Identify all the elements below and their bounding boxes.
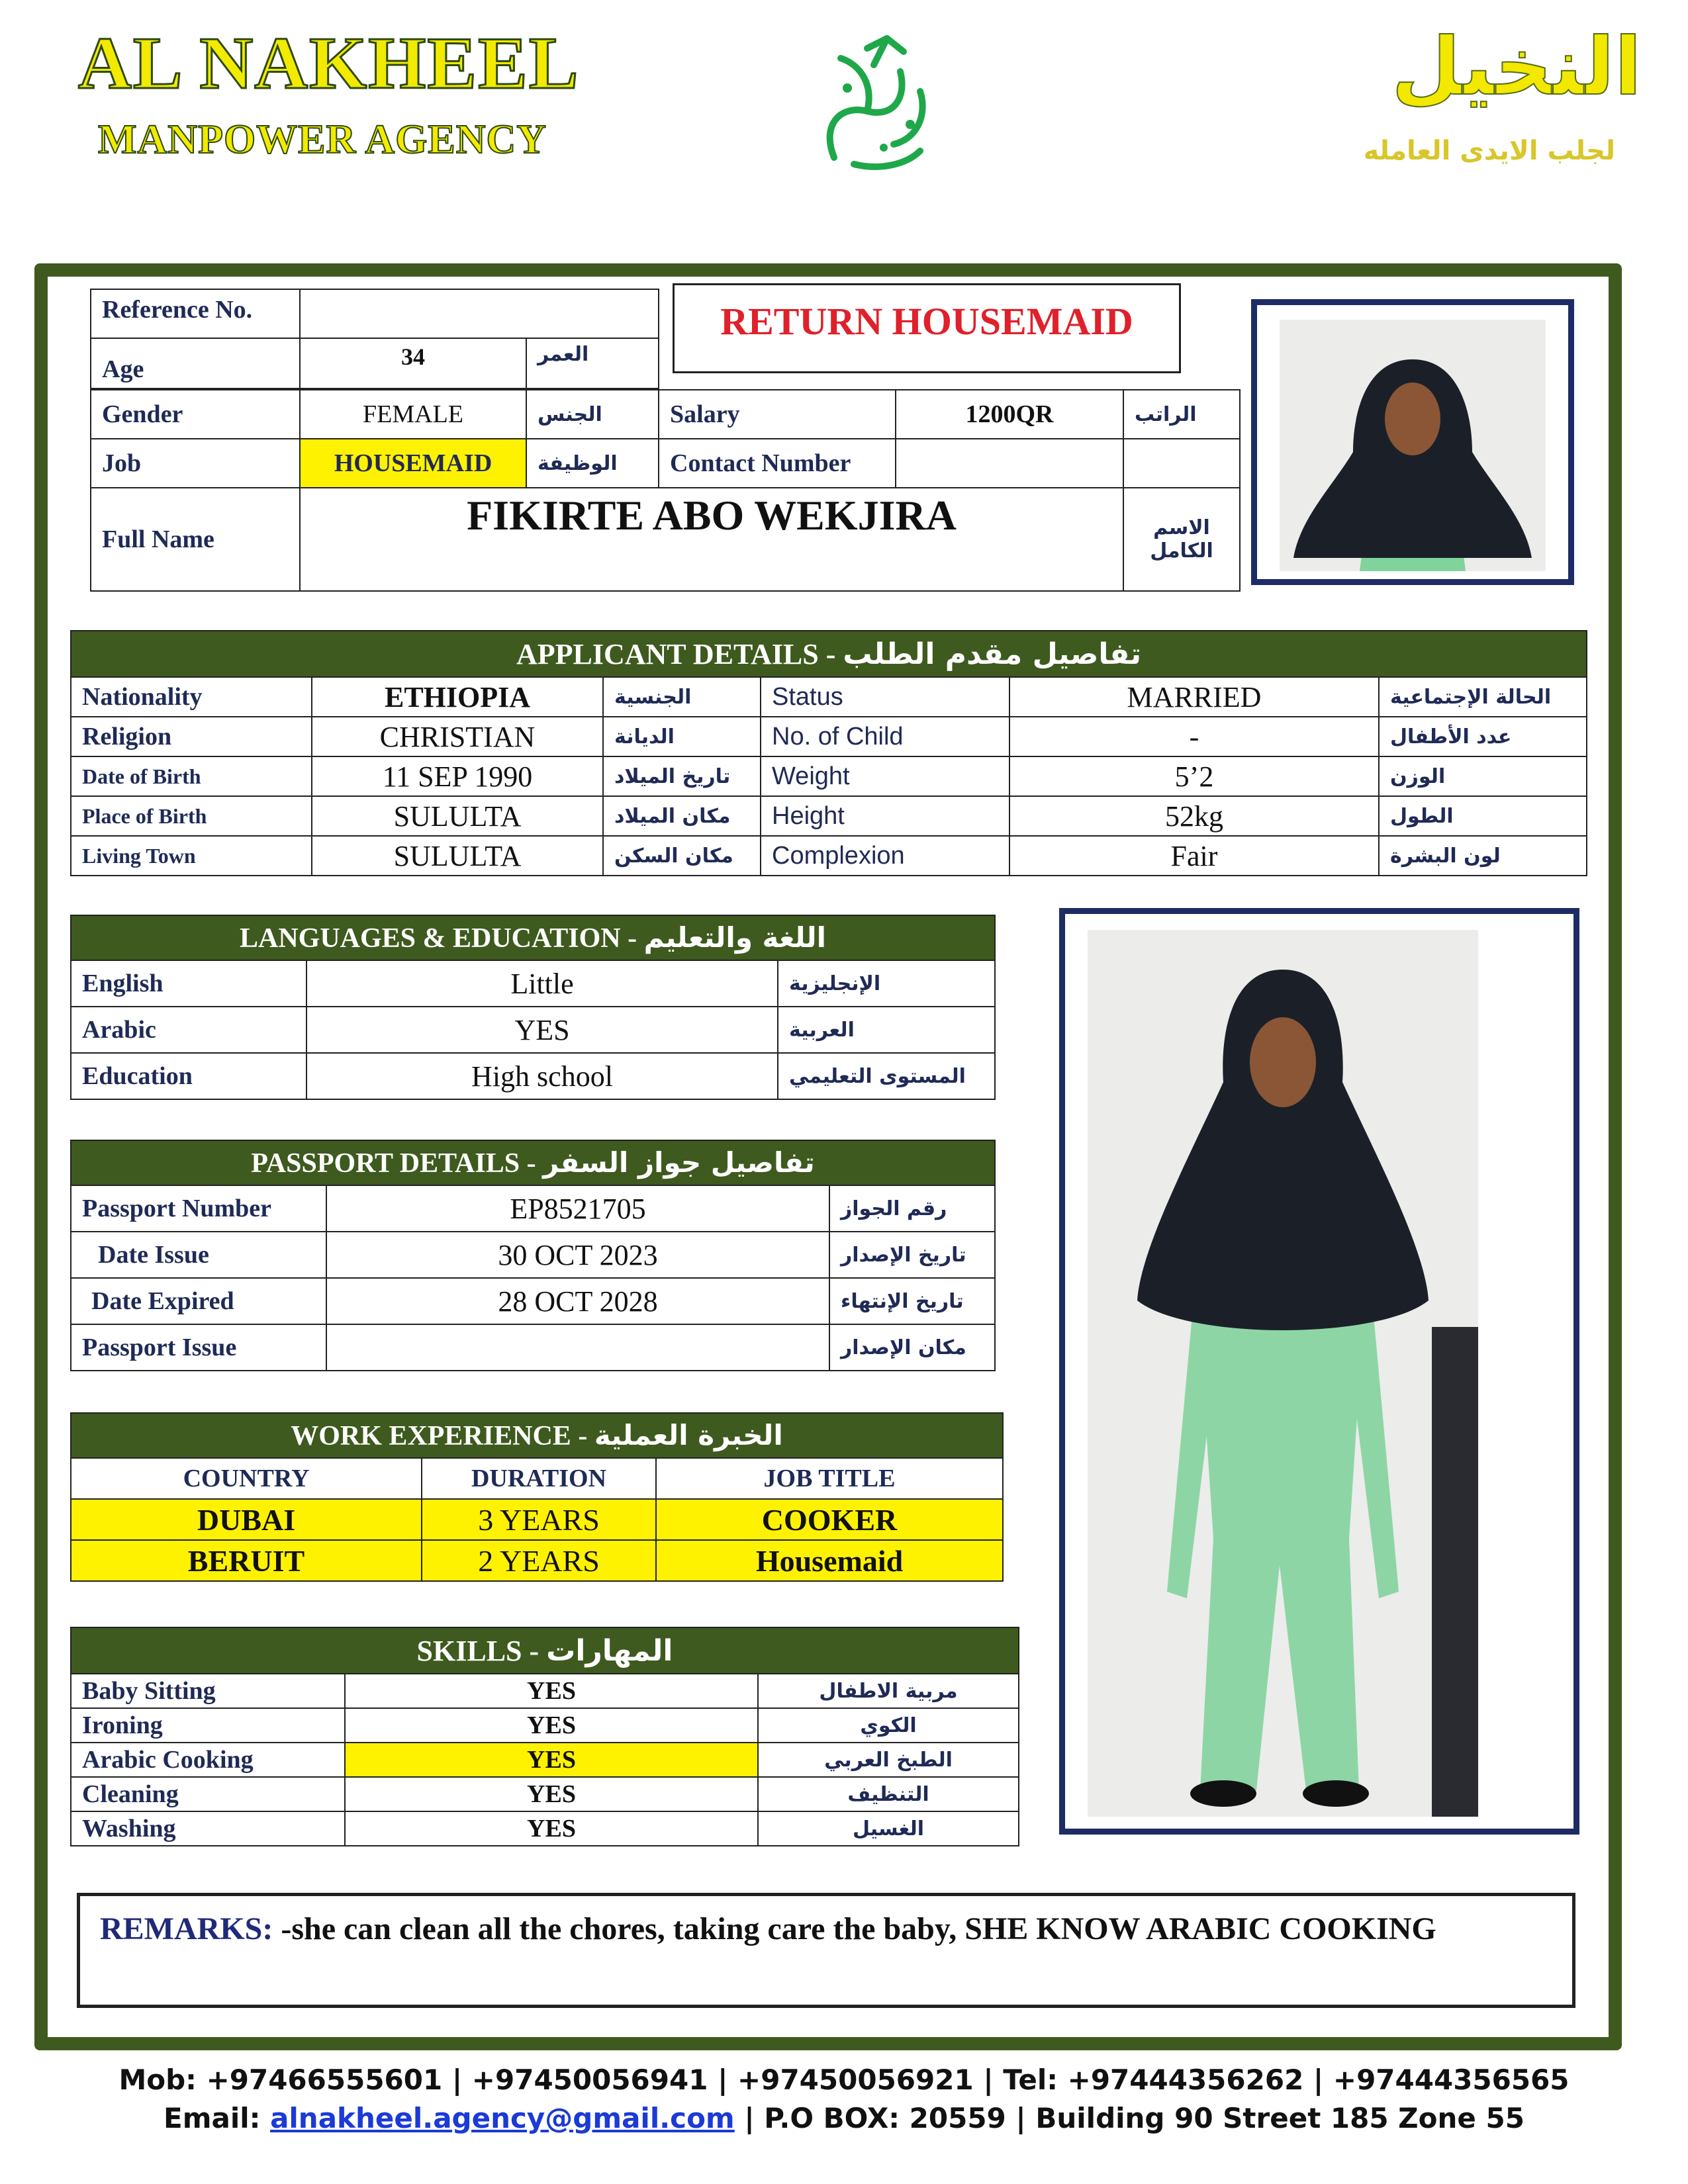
weight-label: Weight — [761, 756, 1009, 796]
arabic-label: Arabic — [71, 1007, 306, 1053]
nationality-label: Nationality — [71, 677, 312, 717]
age-arabic: العمر — [526, 338, 659, 388]
complexion-arabic: لون البشرة — [1379, 836, 1587, 876]
brand-arabic-tagline: لجلب الايدى العامله — [1363, 136, 1615, 166]
contact-value — [896, 439, 1123, 488]
footer-email-label: Email: — [164, 2102, 271, 2134]
top-info-table — [90, 289, 659, 389]
passport-title-arabic: تفاصيل جواز السفر — [543, 1146, 815, 1179]
education-label: Education — [71, 1053, 306, 1099]
date-issue-arabic: تاريخ الإصدار — [829, 1232, 995, 1278]
skill-value: YES — [345, 1743, 758, 1777]
skills-title: SKILLS - — [416, 1634, 547, 1667]
work-experience-table — [70, 1412, 1004, 1582]
footer-contacts: Mob: +97466555601 | +97450056941 | +97450056921 | Tel: +97444356262 | +97444356565 — [118, 2064, 1570, 2096]
dob-label: Date of Birth — [71, 756, 312, 796]
applicant-details-table — [70, 630, 1587, 876]
children-value: - — [1009, 717, 1379, 756]
gender-arabic: الجنس — [526, 390, 659, 439]
skill-arabic: الطبخ العربي — [758, 1743, 1019, 1777]
living-town-value: SULULTA — [312, 836, 603, 876]
remarks-box — [77, 1893, 1575, 2008]
salary-label: Salary — [659, 390, 896, 439]
job-label: Job — [91, 439, 300, 488]
passport-issue-label: Passport Issue — [71, 1324, 326, 1371]
arabic-arabic: العربية — [778, 1007, 995, 1053]
skill-label: Baby Sitting — [71, 1674, 345, 1708]
passport-issue-arabic: مكان الإصدار — [829, 1324, 995, 1371]
passport-number-arabic: رقم الجواز — [829, 1185, 995, 1232]
nationality-arabic: الجنسية — [603, 677, 761, 717]
skill-value: YES — [345, 1811, 758, 1846]
complexion-value: Fair — [1009, 836, 1379, 876]
work-experience-header — [71, 1413, 1003, 1458]
languages-header — [71, 915, 995, 960]
birthplace-label: Place of Birth — [71, 796, 312, 836]
status-label: Status — [761, 677, 1009, 717]
remarks-text: -she can clean all the chores, taking care the baby, SHE KNOW ARABIC COOKING — [273, 1911, 1436, 1946]
living-town-arabic: مكان السكن — [603, 836, 761, 876]
work-col-job-title: JOB TITLE — [656, 1458, 1003, 1499]
footer-email-link[interactable]: alnakheel.agency@gmail.com — [270, 2102, 735, 2134]
passport-table — [70, 1140, 996, 1371]
skill-value: YES — [345, 1708, 758, 1743]
religion-label: Religion — [71, 717, 312, 756]
skills-table — [70, 1627, 1019, 1846]
children-label: No. of Child — [761, 717, 1009, 756]
gender-salary-table — [90, 389, 1241, 592]
weight-value: 5’2 — [1009, 756, 1379, 796]
passport-issue-value — [326, 1324, 829, 1371]
status-value: MARRIED — [1009, 677, 1379, 717]
children-arabic: عدد الأطفال — [1379, 717, 1587, 756]
work-experience-title-arabic: الخبرة العملية — [594, 1419, 783, 1451]
work-col-country: COUNTRY — [71, 1458, 422, 1499]
brand-name-line2: MANPOWER AGENCY — [98, 117, 547, 162]
skill-value: YES — [345, 1777, 758, 1811]
languages-title-arabic: اللغة والتعليم — [643, 921, 827, 954]
weight-arabic: الوزن — [1379, 756, 1587, 796]
height-label: Height — [761, 796, 1009, 836]
full-name-value: FIKIRTE ABO WEKJIRA — [300, 488, 1123, 591]
portrait-photo — [1280, 320, 1546, 571]
job-arabic: الوظيفة — [526, 439, 659, 488]
reference-label: Reference No. — [91, 289, 300, 338]
english-label: English — [71, 960, 306, 1007]
age-value: 34 — [300, 338, 526, 388]
passport-header — [71, 1140, 995, 1185]
full-name-arabic-line2: الكامل — [1150, 539, 1213, 563]
brand-name-line1: AL NAKHEEL — [78, 23, 580, 105]
arabic-value: YES — [306, 1007, 778, 1053]
full-name-arabic — [1123, 488, 1240, 591]
reference-value — [300, 289, 659, 338]
living-town-label: Living Town — [71, 836, 312, 876]
full-name-label: Full Name — [91, 488, 300, 591]
education-value: High school — [306, 1053, 778, 1099]
contact-label: Contact Number — [659, 439, 896, 488]
complexion-label: Complexion — [761, 836, 1009, 876]
work-row-duration: 3 YEARS — [422, 1499, 656, 1540]
dob-arabic: تاريخ الميلاد — [603, 756, 761, 796]
work-row-job: COOKER — [656, 1499, 1003, 1540]
skill-value: YES — [345, 1674, 758, 1708]
gender-label: Gender — [91, 390, 300, 439]
work-row-duration: 2 YEARS — [422, 1540, 656, 1581]
skills-header — [71, 1627, 1019, 1674]
work-row-country: BERUIT — [71, 1540, 422, 1581]
remarks-label: REMARKS: — [100, 1911, 273, 1946]
full-name-arabic-line1: الاسم — [1153, 516, 1210, 539]
gender-value: FEMALE — [300, 390, 526, 439]
date-issue-value: 30 OCT 2023 — [326, 1232, 829, 1278]
date-expired-arabic: تاريخ الإنتهاء — [829, 1278, 995, 1324]
skill-arabic: الغسيل — [758, 1811, 1019, 1846]
english-value: Little — [306, 960, 778, 1007]
languages-table — [70, 915, 996, 1100]
footer-address-text: | P.O BOX: 20559 | Building 90 Street 185 Zone 55 — [734, 2102, 1524, 2134]
status-arabic: الحالة الإجتماعية — [1379, 677, 1587, 717]
salary-arabic: الراتب — [1123, 390, 1240, 439]
applicant-details-title: APPLICANT DETAILS - — [516, 637, 843, 670]
return-housemaid-banner: RETURN HOUSEMAID — [673, 283, 1181, 373]
religion-arabic: الديانة — [603, 717, 761, 756]
passport-number-value: EP8521705 — [326, 1185, 829, 1232]
work-row-job: Housemaid — [656, 1540, 1003, 1581]
skill-label: Arabic Cooking — [71, 1743, 345, 1777]
work-col-duration: DURATION — [422, 1458, 656, 1499]
birthplace-value: SULULTA — [312, 796, 603, 836]
full-body-photo — [1088, 930, 1478, 1817]
skill-label: Washing — [71, 1811, 345, 1846]
height-value: 52kg — [1009, 796, 1379, 836]
brand-arabic-name: النخيل — [1391, 21, 1642, 113]
passport-title: PASSPORT DETAILS - — [251, 1148, 543, 1179]
date-expired-value: 28 OCT 2028 — [326, 1278, 829, 1324]
age-label: Age — [91, 338, 300, 388]
footer-address — [0, 2102, 1688, 2134]
height-arabic: الطول — [1379, 796, 1587, 836]
birthplace-arabic: مكان الميلاد — [603, 796, 761, 836]
nationality-value: ETHIOPIA — [312, 677, 603, 717]
skill-label: Cleaning — [71, 1777, 345, 1811]
religion-value: CHRISTIAN — [312, 717, 603, 756]
date-expired-label: Date Expired — [71, 1278, 326, 1324]
full-body-photo-frame — [1059, 908, 1579, 1835]
skill-label: Ironing — [71, 1708, 345, 1743]
english-arabic: الإنجليزية — [778, 960, 995, 1007]
languages-title: LANGUAGES & EDUCATION - — [239, 923, 644, 954]
job-value: HOUSEMAID — [300, 439, 526, 488]
skill-arabic: الكوي — [758, 1708, 1019, 1743]
salary-value: 1200QR — [896, 390, 1123, 439]
date-issue-label: Date Issue — [71, 1232, 326, 1278]
skills-title-arabic: المهارات — [546, 1633, 673, 1668]
applicant-details-title-arabic: تفاصيل مقدم الطلب — [843, 637, 1142, 671]
applicant-details-header — [71, 631, 1587, 677]
dob-value: 11 SEP 1990 — [312, 756, 603, 796]
skill-arabic: مربية الاطفال — [758, 1674, 1019, 1708]
passport-number-label: Passport Number — [71, 1185, 326, 1232]
palm-calligraphy-logo — [794, 25, 953, 184]
work-experience-title: WORK EXPERIENCE - — [291, 1421, 594, 1451]
work-row-country: DUBAI — [71, 1499, 422, 1540]
skill-arabic: التنظيف — [758, 1777, 1019, 1811]
portrait-photo-frame — [1251, 299, 1574, 585]
education-arabic: المستوى التعليمي — [778, 1053, 995, 1099]
